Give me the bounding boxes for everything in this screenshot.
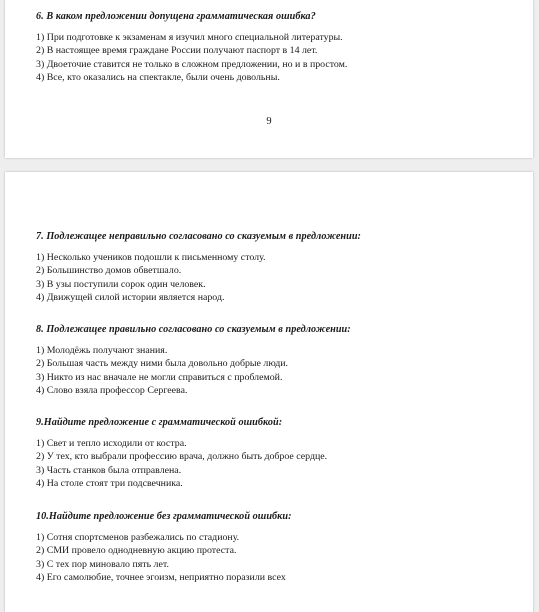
answer-option: 1) Свет и тепло исходили от костра.	[36, 438, 187, 449]
answer-options	[36, 31, 347, 84]
answer-options	[36, 437, 327, 490]
answer-option: 4) На столе стоят три подсвечника.	[36, 477, 183, 489]
question-title: 8. Подлежащее правильно согласовано со сказуемым в предложении:	[36, 324, 351, 335]
answer-options	[36, 531, 286, 584]
answer-option: 4) Все, кто оказались на спектакле, были очень довольны.	[36, 71, 280, 83]
answer-option: 1) Сотня спортсменов разбежались по стадиону.	[36, 532, 240, 543]
answer-option: 2) Большая часть между ними была довольно добрые люди.	[36, 358, 288, 370]
question-title: 6. В каком предложении допущена грамматическая ошибка?	[36, 11, 316, 22]
answer-option: 3) В узы поступили сорок один человек.	[36, 278, 206, 290]
answer-option: 2) У тех, кто выбрали профессию врача, должно быть доброе сердце.	[36, 451, 328, 463]
answer-option: 4) Слово взяла профессор Сергеева.	[36, 384, 188, 396]
answer-option: 4) Его самолюбие, точнее эгоизм, неприятно поразили всех	[36, 571, 286, 583]
answer-option: 3) Часть станков была отправлена.	[36, 464, 182, 476]
page-number: 9	[266, 116, 272, 127]
question-title: 7. Подлежащее неправильно согласовано со сказуемым в предложении:	[36, 231, 361, 242]
answer-options	[36, 251, 266, 304]
answer-option: 2) СМИ провело однодневную акцию протеста.	[36, 545, 237, 557]
answer-option: 2) В настоящее время граждане России получают паспорт в 14 лет.	[36, 45, 318, 57]
answer-option: 4) Движущей силой истории является народ.	[36, 291, 225, 303]
document-page	[5, 0, 533, 158]
question-title: 10.Найдите предложение без грамматической ошибки:	[36, 511, 292, 522]
answer-option: 1) Несколько учеников подошли к письменному столу.	[36, 252, 266, 263]
answer-option: 3) Никто из нас вначале не могли справиться с проблемой.	[36, 371, 283, 383]
answer-option: 1) При подготовке к экзаменам я изучил много специальной литературы.	[36, 32, 343, 43]
answer-option: 2) Большинство домов обветшало.	[36, 265, 182, 277]
answer-option: 3) Двоеточие ставится не только в сложном предложении, но и в простом.	[36, 58, 348, 70]
question-title: 9.Найдите предложение с грамматической ошибкой:	[36, 417, 283, 428]
document-page	[5, 172, 533, 612]
answer-option: 3) С тех пор миновало пять лет.	[36, 558, 169, 570]
answer-option: 1) Молодёжь получают знания.	[36, 345, 168, 356]
answer-options	[36, 344, 288, 397]
